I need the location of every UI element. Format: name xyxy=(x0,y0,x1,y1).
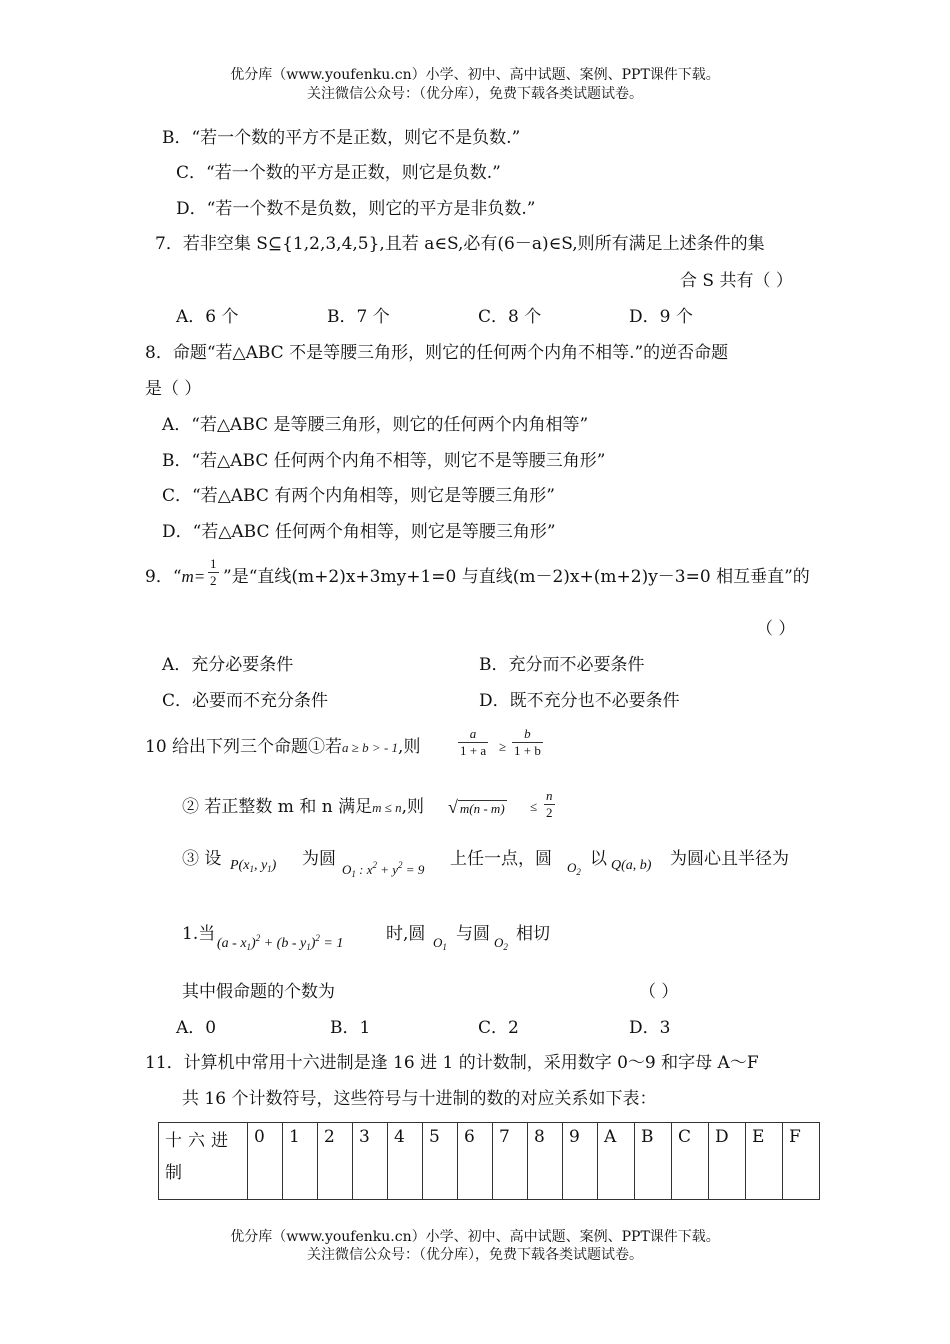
q9-option-c: C．必要而不充分条件 xyxy=(162,691,329,711)
header-line-1: 优分库（www.youfenku.cn）小学、初中、高中试题、案例、PPT课件下载。 xyxy=(230,67,720,83)
q10-condition-1: a ≥ b > - 1 xyxy=(342,740,399,755)
q10-line-4-end: 相切 xyxy=(516,924,550,944)
hex-table-header: 十六进制 xyxy=(159,1123,248,1200)
q10-line-4-mid-2: 与圆 xyxy=(456,924,490,944)
q9-frac-den: 2 xyxy=(210,573,217,588)
q8-option-a: A．“若△ABC 是等腰三角形，则它的任何两个内角相等” xyxy=(162,415,589,435)
q10-line-4-o1: $O_1$ xyxy=(433,935,447,952)
hex-cell-a: A xyxy=(598,1123,635,1200)
q10-item-3-end: 为圆心且半径为 xyxy=(670,849,789,869)
header-line-2: 关注微信公众号：（优分库），免费下载各类试题试卷。 xyxy=(307,86,643,102)
q8-option-b: B．“若△ABC 任何两个内角不相等，则它不是等腰三角形” xyxy=(162,451,606,471)
q10-item-3-mid-3: 以 xyxy=(590,849,607,869)
hex-cell-1: 1 xyxy=(283,1123,318,1200)
hex-cell-6: 6 xyxy=(458,1123,493,1200)
q10-point-q: Q(a, b) xyxy=(611,858,652,873)
q6-option-c: C．“若一个数的平方是正数，则它是负数.” xyxy=(176,163,501,183)
q10-line-4-lead: 1.当 xyxy=(182,924,216,944)
q9-m-equals: m= xyxy=(181,567,206,586)
q7-stem-line-2: 合 S 共有（ ） xyxy=(680,271,793,291)
q10-then-1: ,则 xyxy=(398,737,421,757)
q7-option-b: B．7 个 xyxy=(327,307,390,327)
q7-option-a: A．6 个 xyxy=(176,307,239,327)
q10-question: 其中假命题的个数为 xyxy=(182,982,335,1002)
q10-circle-o2: $O_2$ xyxy=(567,860,581,877)
q9-option-d: D．既不充分也不必要条件 xyxy=(479,691,680,711)
q10-ge-sign: ≥ xyxy=(499,739,507,754)
q10-le-sign: ≤ xyxy=(530,799,538,814)
q10-fraction-a: $\frac{a}{1 + a}$ xyxy=(460,726,487,758)
hex-cell-0: 0 xyxy=(248,1123,283,1200)
q9-option-a: A．充分必要条件 xyxy=(162,655,294,675)
hex-cell-7: 7 xyxy=(493,1123,528,1200)
hex-cell-4: 4 xyxy=(388,1123,423,1200)
sqrt-icon: √ xyxy=(448,797,458,817)
q10-item-3-lead: ③ 设 xyxy=(182,849,222,869)
table-row xyxy=(159,1123,820,1200)
q10-line-4-mid: 时,圆 xyxy=(386,924,426,944)
q9-stem-text: ”是“直线(m+2)x+3my+1=0 与直线(m－2)x+(m+2)y－3=0 相互垂直”的 xyxy=(223,567,810,587)
q6-option-b: B．“若一个数的平方不是正数，则它不是负数.” xyxy=(162,128,521,148)
q9-fraction-half xyxy=(208,556,219,589)
q10-circle-o1-equation: $O_1$ : $x^2 + y^2 = 9$ xyxy=(342,860,425,879)
q9-stem xyxy=(145,566,205,588)
q6-option-d: D．“若一个数不是负数，则它的平方是非负数.” xyxy=(176,199,536,219)
q8-option-c: C．“若△ABC 有两个内角相等，则它是等腰三角形” xyxy=(162,486,555,506)
q10-answer-blank: （ ） xyxy=(639,982,679,1002)
q10-option-a: A．0 xyxy=(176,1018,217,1038)
hex-cell-9: 9 xyxy=(563,1123,598,1200)
footer-line-1: 优分库（www.youfenku.cn）小学、初中、高中试题、案例、PPT课件下载。 xyxy=(230,1229,720,1245)
q8-stem-line-2: 是（ ） xyxy=(145,379,202,399)
footer-line-2: 关注微信公众号：（优分库），免费下载各类试题试卷。 xyxy=(307,1247,643,1263)
q10-sqrt: √ m(n - m) xyxy=(448,797,505,817)
hex-cell-b: B xyxy=(635,1123,672,1200)
hex-cell-5: 5 xyxy=(423,1123,458,1200)
q10-lead: 10 给出下列三个命题①若 xyxy=(145,737,343,757)
q9-answer-blank: （ ） xyxy=(756,619,796,639)
q8-stem-line-1: 8．命题“若△ABC 不是等腰三角形，则它的任何两个内角不相等.”的逆否命题 xyxy=(145,343,729,363)
q7-option-d: D．9 个 xyxy=(629,307,693,327)
q10-fraction-b: $\frac{b}{1 + b}$ xyxy=(514,726,541,758)
q7-option-c: C．8 个 xyxy=(478,307,542,327)
q10-item-2-lead: ② 若正整数 m 和 n 满足 xyxy=(182,797,373,817)
q9-option-b: B．充分而不必要条件 xyxy=(479,655,645,675)
q8-option-d: D．“若△ABC 任何两个角相等，则它是等腰三角形” xyxy=(162,522,556,542)
hex-cell-c: C xyxy=(672,1123,709,1200)
q10-tangent-condition: $(a - x_1)^2 + (b - y_1)^2 = 1$ xyxy=(217,933,344,952)
q10-item-3-mid-2: 上任一点，圆 xyxy=(450,849,552,869)
q10-option-d: D．3 xyxy=(629,1018,671,1038)
q10-item-2 xyxy=(182,796,424,819)
hex-cell-3: 3 xyxy=(353,1123,388,1200)
hex-cell-d: D xyxy=(709,1123,746,1200)
q10-line-4-o2: $O_2$ xyxy=(494,935,508,952)
q7-stem-line-1: 7．若非空集 S⊆{1,2,3,4,5},且若 a∈S,必有(6－a)∈S,则所有满足上述条件的集 xyxy=(155,234,765,254)
q10-condition-2: m ≤ n xyxy=(372,800,402,815)
hex-cell-8: 8 xyxy=(528,1123,563,1200)
q10-fraction-n-2: $\frac{n}{2}$ xyxy=(546,788,553,820)
hex-table xyxy=(158,1122,820,1200)
hex-cell-e: E xyxy=(746,1123,783,1200)
q10-option-b: B．1 xyxy=(330,1018,371,1038)
hex-cell-2: 2 xyxy=(318,1123,353,1200)
q9-frac-num: 1 xyxy=(210,556,217,571)
q10-item-3-mid-1: 为圆 xyxy=(302,849,336,869)
q9-number: 9．“ xyxy=(145,567,182,587)
q10-item-1 xyxy=(145,736,420,759)
q11-stem-line-2: 共 16 个计数符号，这些符号与十进制的数的对应关系如下表： xyxy=(182,1089,657,1109)
q11-stem-line-1: 11．计算机中常用十六进制是逢 16 进 1 的计数制，采用数字 0～9 和字母 A～F xyxy=(145,1053,759,1073)
q10-point-p: $P(x_1$, $y_1$) xyxy=(230,858,277,874)
q10-then-2: ,则 xyxy=(401,797,425,817)
q10-option-c: C．2 xyxy=(478,1018,519,1038)
hex-cell-f: F xyxy=(783,1123,820,1200)
